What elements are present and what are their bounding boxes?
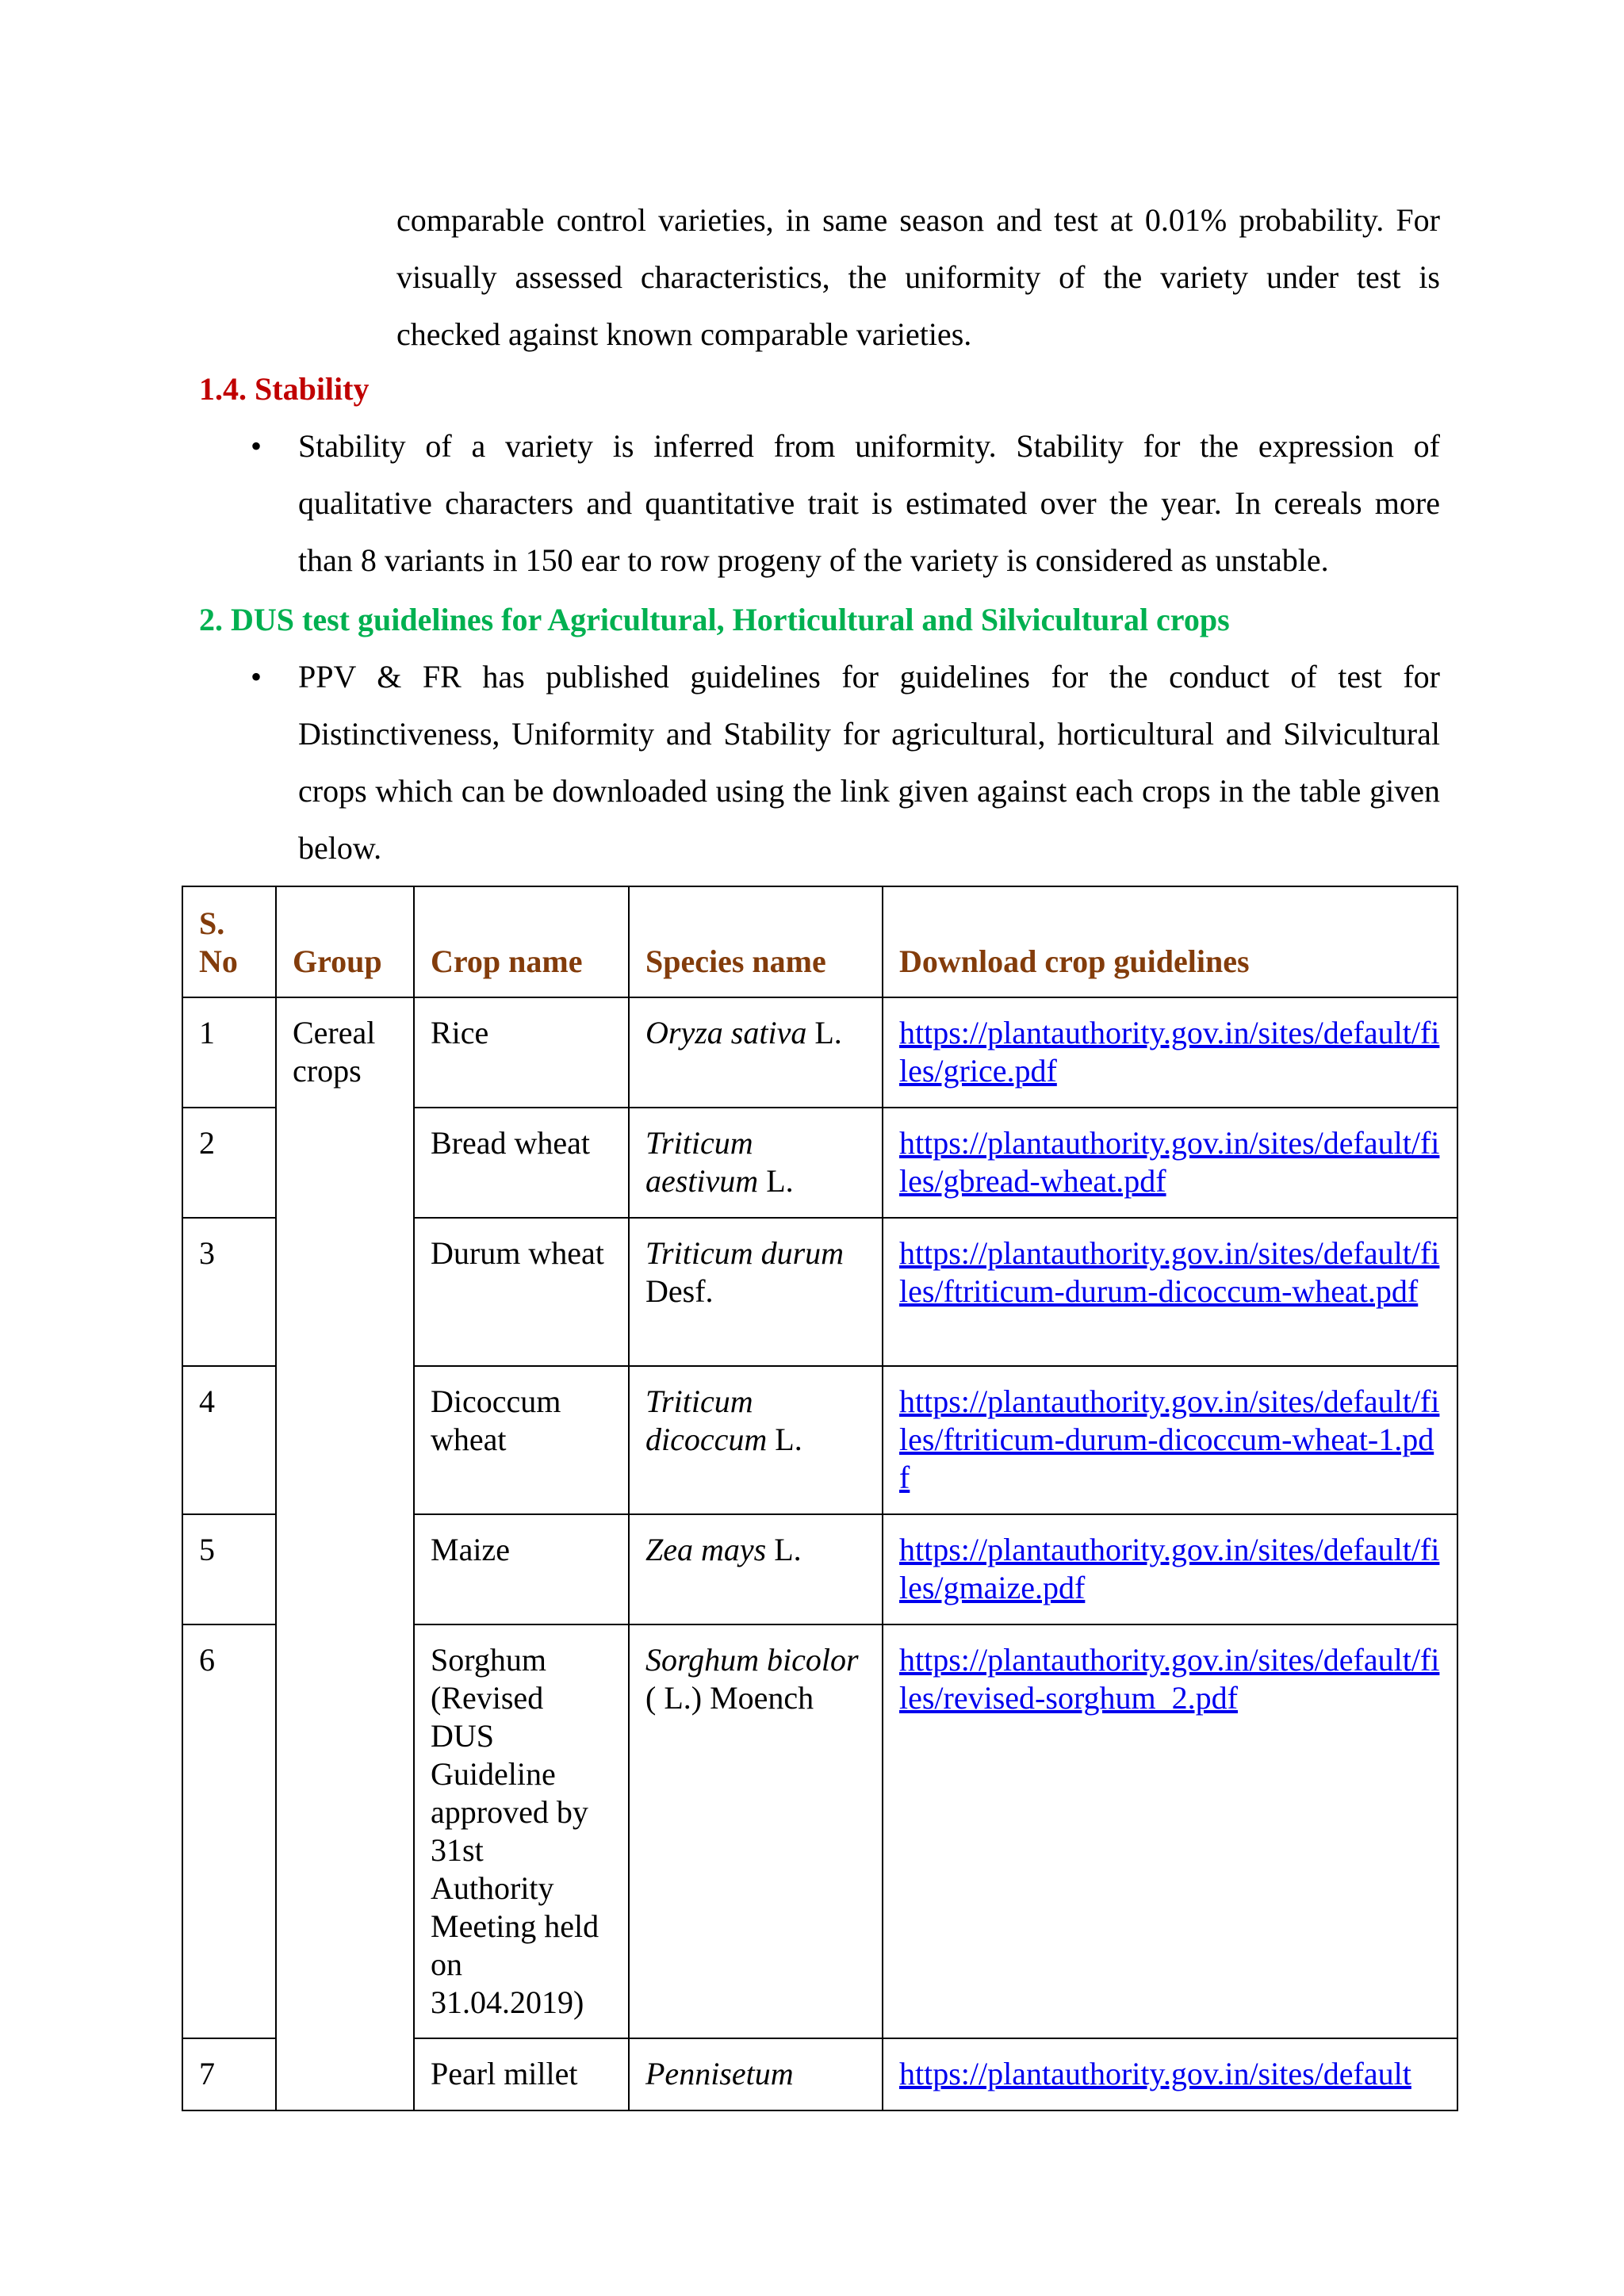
cell-sno: 3: [182, 1218, 276, 1366]
cell-sno: 5: [182, 1514, 276, 1624]
cell-sno: 4: [182, 1366, 276, 1514]
cell-download: [883, 1108, 1457, 1218]
cell-sno: 7: [182, 2038, 276, 2110]
cell-sno: 1: [182, 997, 276, 1108]
download-link[interactable]: https://plantauthority.gov.in/sites/default/files/gmaize.pdf: [899, 1532, 1440, 1605]
species-italic: Triticum aestivum: [645, 1125, 759, 1199]
cell-group: Cereal crops: [276, 997, 414, 2110]
heading-stability: 1.4. Stability: [199, 371, 370, 407]
species-authority: L.: [758, 1163, 794, 1199]
cell-sno: 2: [182, 1108, 276, 1218]
heading-dus-guidelines: 2. DUS test guidelines for Agricultural, Horticultural and Silvicultural crops: [199, 602, 1230, 637]
species-italic: Pennisetum: [645, 2056, 794, 2091]
download-link[interactable]: https://plantauthority.gov.in/sites/default/files/ftriticum-durum-dicoccum-wheat-1.pdf: [899, 1383, 1440, 1495]
species-italic: Oryza sativa: [645, 1015, 807, 1050]
cell-crop: Durum wheat: [414, 1218, 629, 1366]
header-download: Download crop guidelines: [883, 886, 1457, 997]
table-header-row: [182, 886, 1457, 997]
header-species-name: Species name: [629, 886, 883, 997]
cell-download: [883, 1624, 1457, 2038]
download-link[interactable]: https://plantauthority.gov.in/sites/default/files/ftriticum-durum-dicoccum-wheat.pdf: [899, 1235, 1440, 1309]
header-crop-name: Crop name: [414, 886, 629, 997]
header-sno: S. No: [182, 886, 276, 997]
crop-guidelines-table: [182, 886, 1458, 2111]
cell-species: [629, 1514, 883, 1624]
cell-crop: Rice: [414, 997, 629, 1108]
cell-download: [883, 1366, 1457, 1514]
cell-crop: Sorghum (Revised DUS Guideline approved by 31st Authority Meeting held on 31.04.2019): [414, 1624, 629, 2038]
cell-download: [883, 2038, 1457, 2110]
cell-species: [629, 2038, 883, 2110]
cell-download: [883, 997, 1457, 1108]
species-authority: Desf.: [645, 1273, 714, 1309]
cell-download: [883, 1514, 1457, 1624]
download-link[interactable]: https://plantauthority.gov.in/sites/default/files/grice.pdf: [899, 1015, 1440, 1089]
bullet-icon: •: [251, 659, 262, 695]
dus-bullet-text: PPV & FR has published guidelines for guidelines for the conduct of test for Distinctiveness, Uniformity and Stability for agricultural, horticultural and Silvicultural crops which can be downloaded using the link given against each crops in the table given below.: [298, 659, 1440, 866]
cell-crop: Pearl millet: [414, 2038, 629, 2110]
cell-species: [629, 1624, 883, 2038]
download-link[interactable]: https://plantauthority.gov.in/sites/default: [899, 2056, 1411, 2091]
cell-species: [629, 1366, 883, 1514]
cell-crop: Maize: [414, 1514, 629, 1624]
species-italic: Zea mays: [645, 1532, 767, 1567]
cell-species: [629, 1108, 883, 1218]
bullet-icon: •: [251, 428, 262, 464]
download-link[interactable]: https://plantauthority.gov.in/sites/default/files/revised-sorghum_2.pdf: [899, 1642, 1440, 1716]
intro-paragraph: comparable control varieties, in same season and test at 0.01% probability. For visually assessed characteristics, the uniformity of the variety under test is checked against known comparable varieties.: [396, 202, 1440, 352]
species-italic: Triticum dicoccum: [645, 1383, 768, 1457]
download-link[interactable]: https://plantauthority.gov.in/sites/default/files/gbread-wheat.pdf: [899, 1125, 1440, 1199]
cell-species: [629, 1218, 883, 1366]
species-italic: Sorghum bicolor: [645, 1642, 859, 1678]
table-row: [182, 997, 1457, 1108]
species-authority: ( L.) Moench: [645, 1680, 814, 1716]
species-italic: Triticum durum: [645, 1235, 845, 1271]
cell-sno: 6: [182, 1624, 276, 2038]
cell-download: [883, 1218, 1457, 1366]
stability-bullet-text: Stability of a variety is inferred from uniformity. Stability for the expression of qualitative characters and quantitative trait is estimated over the year. In cereals more than 8 variants in 150 ear to row progeny of the variety is considered as unstable.: [298, 428, 1440, 578]
species-authority: L.: [766, 1532, 802, 1567]
species-authority: L.: [806, 1015, 842, 1050]
species-authority: L.: [767, 1422, 802, 1457]
cell-crop: Bread wheat: [414, 1108, 629, 1218]
cell-crop: Dicoccum wheat: [414, 1366, 629, 1514]
header-group: Group: [276, 886, 414, 997]
cell-species: [629, 997, 883, 1108]
